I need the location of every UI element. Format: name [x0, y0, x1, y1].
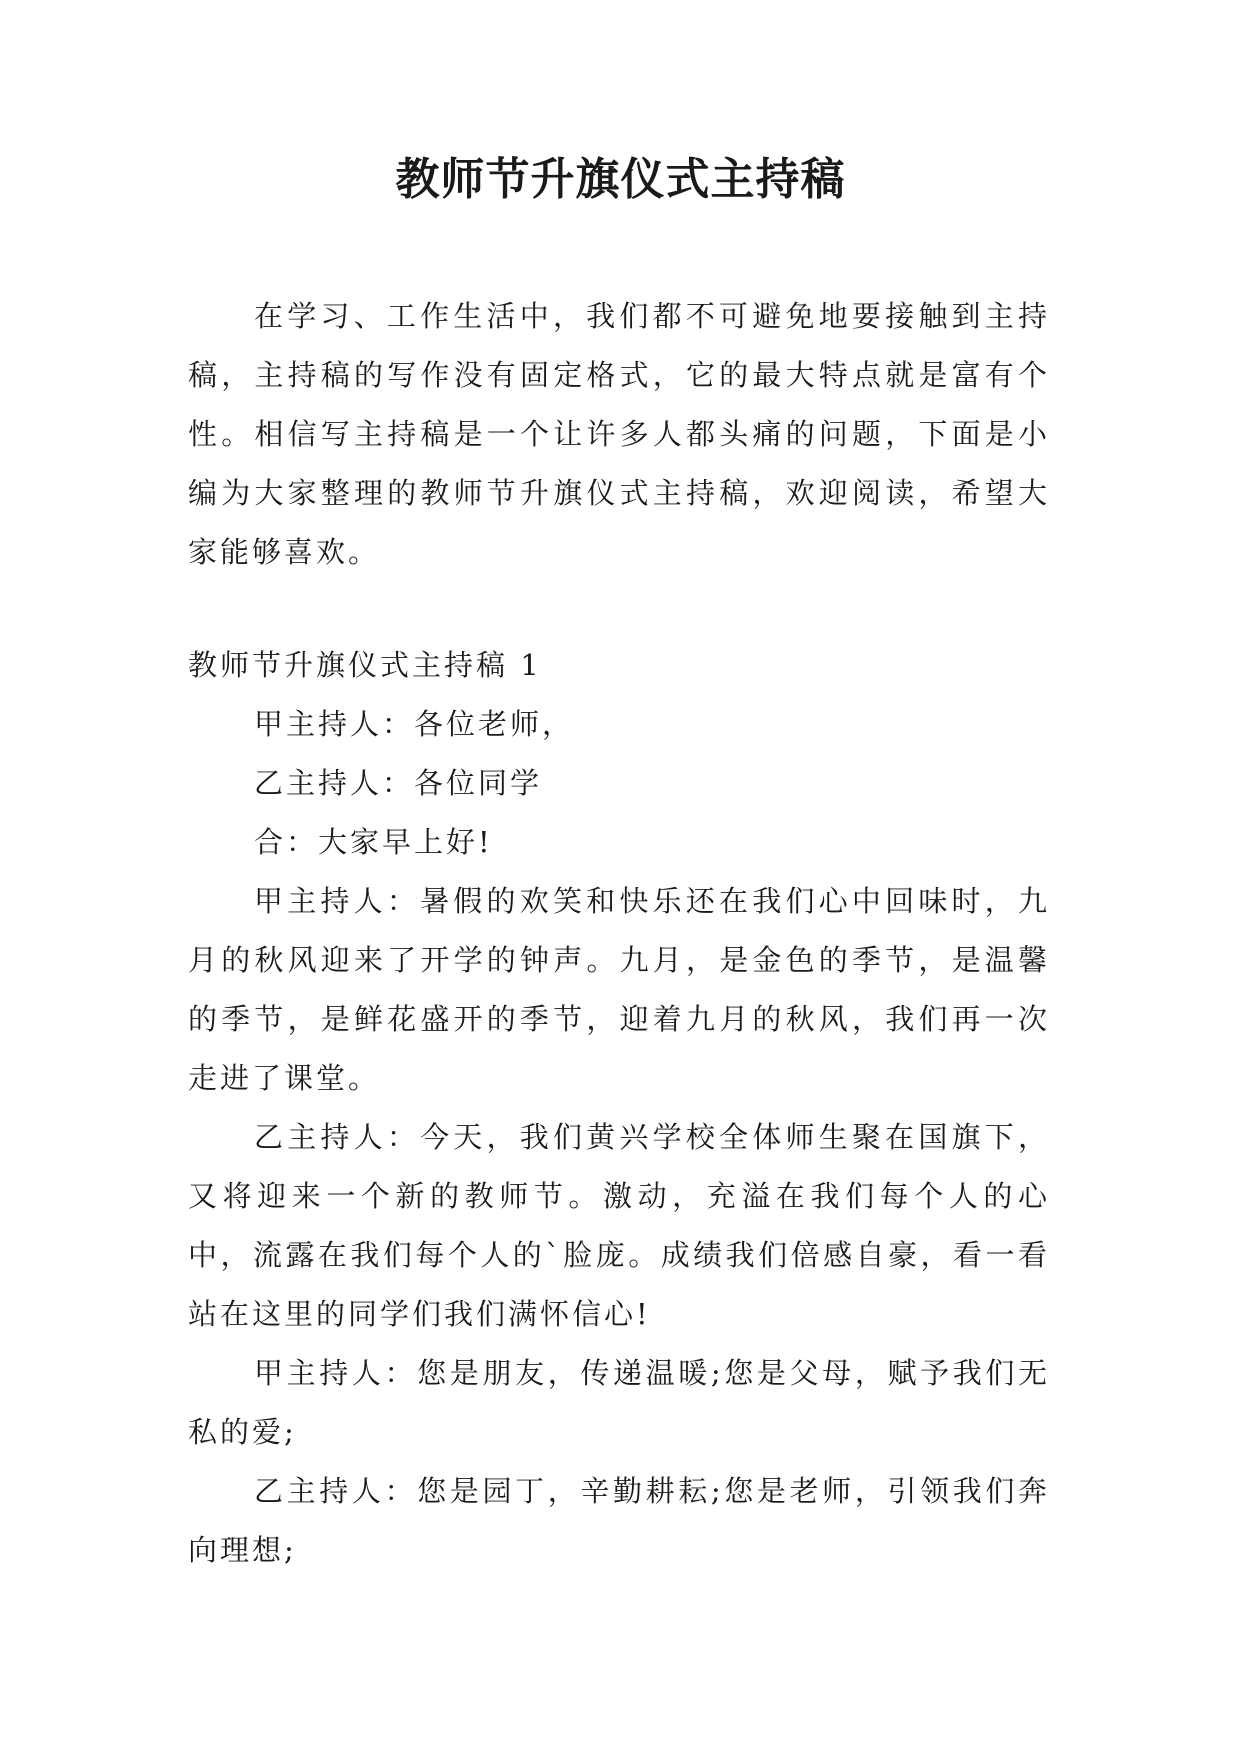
script-paragraph: 合：大家早上好!	[254, 825, 493, 859]
document-title: 教师节升旗仪式主持稿	[395, 154, 846, 205]
section-heading: 教师节升旗仪式主持稿 1	[188, 648, 542, 682]
intro-paragraph: 在学习、工作生活中，我们都不可避免地要接触到主持稿，主持稿的写作没有固定格式，它的最大特点就是富有个性。相信写主持稿是一个让许多人都头痛的问题，下面是小编为大家整理的教师节升旗仪式主持稿，欢迎阅读，希望大家能够喜欢。	[188, 299, 1050, 569]
script-body	[188, 636, 1050, 1580]
script-paragraph: 甲主持人：您是朋友，传递温暖;您是父母，赋予我们无私的爱;	[188, 1356, 1050, 1449]
script-paragraph: 甲主持人：各位老师，	[254, 707, 575, 741]
intro-block	[188, 287, 1050, 582]
script-paragraph: 甲主持人：暑假的欢笑和快乐还在我们心中回味时，九月的秋风迎来了开学的钟声。九月，是金色的季节，是温馨的季节，是鲜花盛开的季节，迎着九月的秋风，我们再一次走进了课堂。	[188, 884, 1050, 1095]
script-paragraph: 乙主持人：各位同学	[254, 766, 543, 800]
script-paragraph: 乙主持人：今天，我们黄兴学校全体师生聚在国旗下，又将迎来一个新的教师节。激动，充溢在我们每个人的心中，流露在我们每个人的`脸庞。成绩我们倍感自豪，看一看站在这里的同学们我们满怀信心!	[188, 1120, 1050, 1331]
script-paragraph: 乙主持人：您是园丁，辛勤耕耘;您是老师，引领我们奔向理想;	[188, 1474, 1050, 1567]
